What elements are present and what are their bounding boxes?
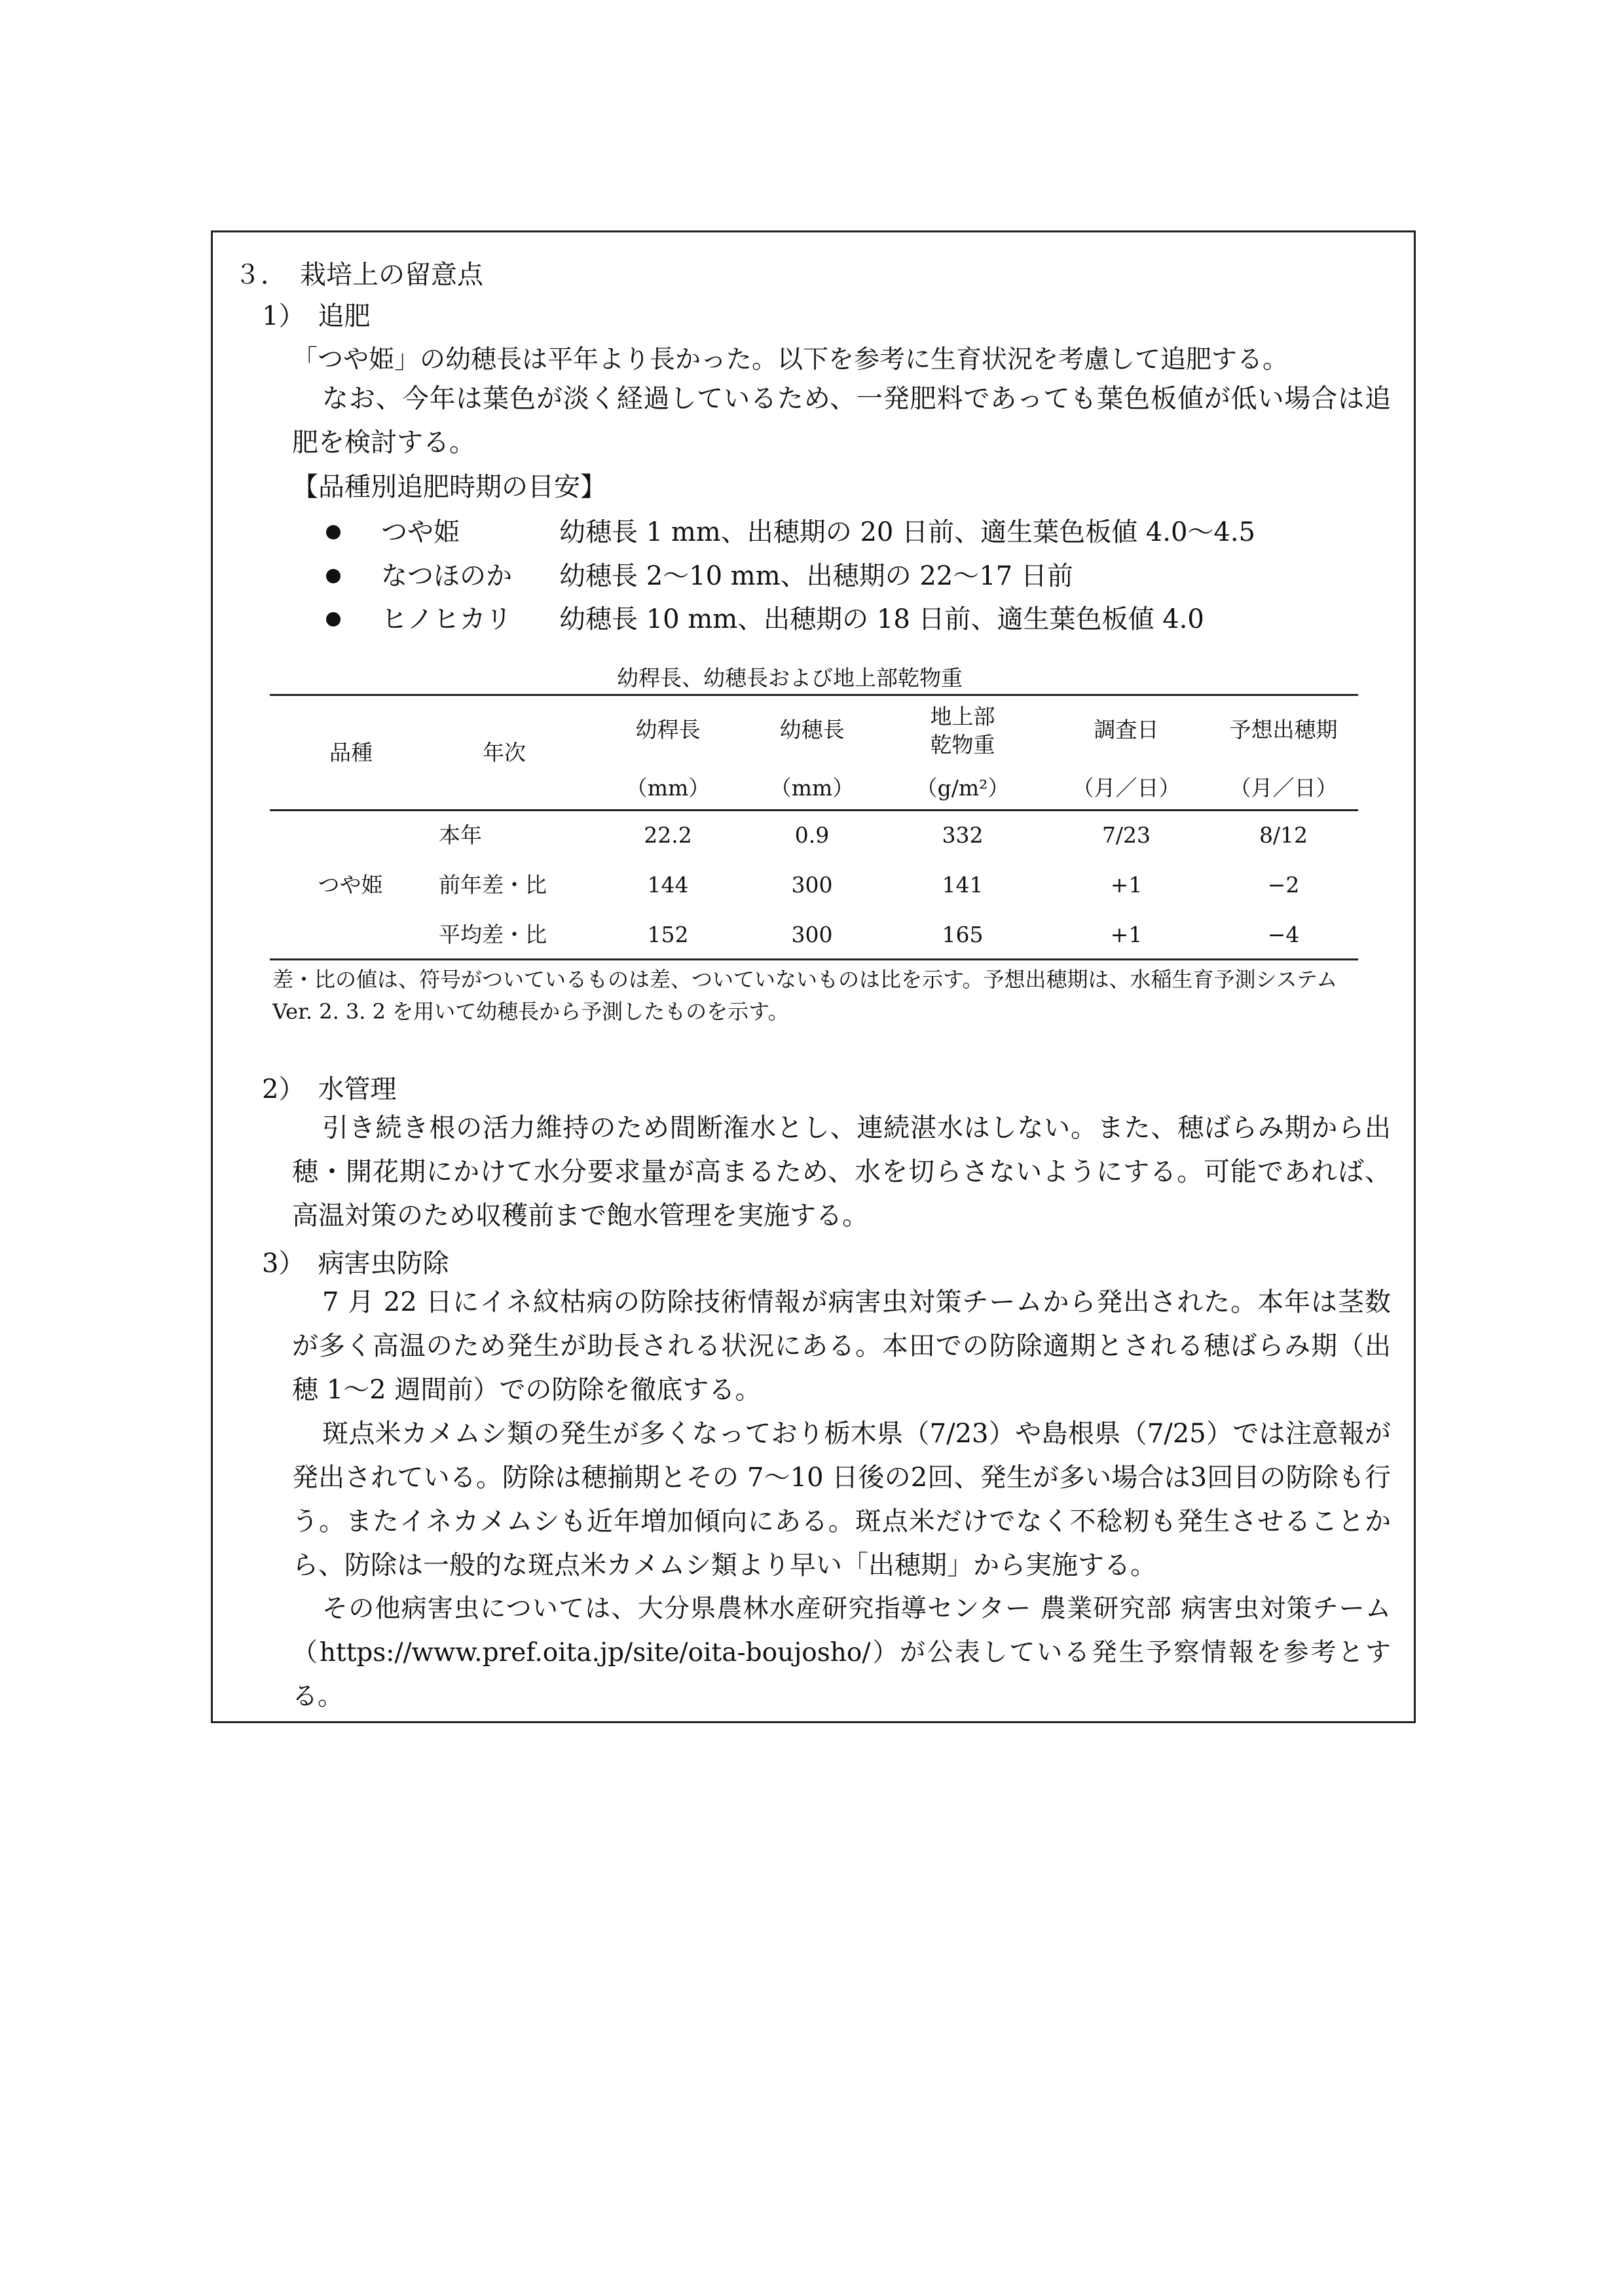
year-cell: 本年: [439, 822, 482, 848]
guide-detail: 幼穂長 2～10 mm、出穂期の 22～17 日前: [559, 561, 1073, 591]
unit-panicle: （mm）: [769, 775, 855, 801]
pest-control-para-1: 7 月 22 日にイネ紋枯病の防除技術情報が病害虫対策チームから発出された。本年は茎数が多く高温のため発生が助長される状況にある。本田での防除適期とされる穂ばらみ期（出穂 1～2 週間前）での防除を徹底する。: [292, 1287, 1391, 1405]
section-heading: ３． 栽培上の留意点: [234, 260, 483, 290]
header-dry-weight-line1: 地上部: [930, 704, 995, 729]
variety-cell: つや姫: [318, 872, 383, 898]
heading-date-cell: −2: [1267, 872, 1300, 898]
guide-variety: なつほのか: [381, 561, 512, 591]
guide-variety: つや姫: [381, 517, 460, 547]
dry-weight-cell: 165: [942, 922, 984, 947]
unit-dry-weight: （g/m²）: [915, 775, 1010, 801]
survey-date-cell: +1: [1110, 922, 1143, 947]
header-year: 年次: [483, 740, 526, 765]
topdressing-para-2: なお、今年は葉色が淡く経過しているため、一発肥料であっても葉色板値が低い場合は追肥を検討する。: [292, 384, 1391, 458]
panicle-cell: 300: [791, 872, 833, 898]
topdressing-para-1: 「つや姫」の幼穂長は平年より長かった。以下を参考に生育状況を考慮して追肥する。: [292, 345, 1289, 374]
table-note: 差・比の値は、符号がついているものは差、ついていないものは比を示す。予想出穂期は、水稲生育予測システム Ver. 2. 3. 2 を用いて幼穂長から予測したものを示す。: [272, 967, 1338, 1024]
subsection-2-heading: 2） 水管理: [262, 1074, 397, 1104]
header-heading-date: 予想出穂期: [1229, 717, 1338, 742]
header-dry-weight-line2: 乾物重: [930, 732, 995, 757]
dry-weight-cell: 141: [942, 872, 984, 898]
stem-cell: 152: [647, 922, 689, 947]
heading-date-cell: 8/12: [1259, 822, 1308, 848]
year-cell: 平均差・比: [439, 922, 547, 947]
table-bottom-rule: [270, 958, 1358, 960]
header-stem: 幼稈長: [635, 717, 701, 742]
guide-title: 【品種別追肥時期の目安】: [292, 472, 606, 502]
guide-detail: 幼穂長 1 mm、出穂期の 20 日前、適生葉色板値 4.0～4.5: [559, 517, 1256, 547]
panicle-cell: 300: [791, 922, 833, 947]
heading-date-cell: −4: [1267, 922, 1300, 947]
stem-cell: 144: [647, 872, 689, 898]
unit-survey-date: （月／日）: [1072, 775, 1181, 801]
unit-heading-date: （月／日）: [1229, 775, 1338, 801]
subsection-1-heading: 1） 追肥: [262, 301, 371, 331]
dry-weight-cell: 332: [942, 822, 984, 848]
bullet-icon: [326, 612, 341, 627]
pest-control-para-2: 斑点米カメムシ類の発生が多くなっており栃木県（7/23）や島根県（7/25）では注意報が発出されている。防除は穂揃期とその 7～10 日後の2回、発生が多い場合は3回目の防除も行う。またイネカメムシも近年増加傾向にある。斑点米だけでなく不稔籾も発生させることから、防除は一般的な斑点米カメムシ類より早い「出穂期」から実施する。: [292, 1419, 1391, 1580]
table-top-rule: [270, 694, 1358, 696]
panicle-cell: 0.9: [794, 822, 830, 848]
header-survey-date: 調査日: [1094, 717, 1159, 742]
stem-cell: 22.2: [644, 822, 692, 848]
table-caption: 幼稈長、幼穂長および地上部乾物重: [617, 665, 963, 691]
survey-date-cell: +1: [1110, 872, 1143, 898]
table-header-rule: [270, 809, 1358, 811]
bullet-icon: [326, 525, 341, 539]
guide-variety: ヒノヒカリ: [381, 604, 512, 634]
survey-date-cell: 7/23: [1101, 822, 1151, 848]
unit-stem: （mm）: [625, 775, 710, 801]
bullet-icon: [326, 569, 341, 583]
header-variety: 品種: [329, 740, 373, 765]
water-management-para: 引き続き根の活力維持のため間断潅水とし、連続湛水はしない。また、穂ばらみ期から出穂・開花期にかけて水分要求量が高まるため、水を切らさないようにする。可能であれば、高温対策のため収穫前まで飽水管理を実施する。: [292, 1113, 1391, 1231]
guide-detail: 幼穂長 10 mm、出穂期の 18 日前、適生葉色板値 4.0: [559, 604, 1204, 634]
subsection-3-heading: 3） 病害虫防除: [262, 1248, 449, 1279]
header-panicle: 幼穂長: [779, 717, 845, 742]
year-cell: 前年差・比: [439, 872, 547, 898]
pest-control-para-3: その他病害虫については、大分県農林水産研究指導センター 農業研究部 病害虫対策チーム（https://www.pref.oita.jp/site/oita-boujosho/）が公表している発生予察情報を参考とする。: [292, 1594, 1391, 1711]
